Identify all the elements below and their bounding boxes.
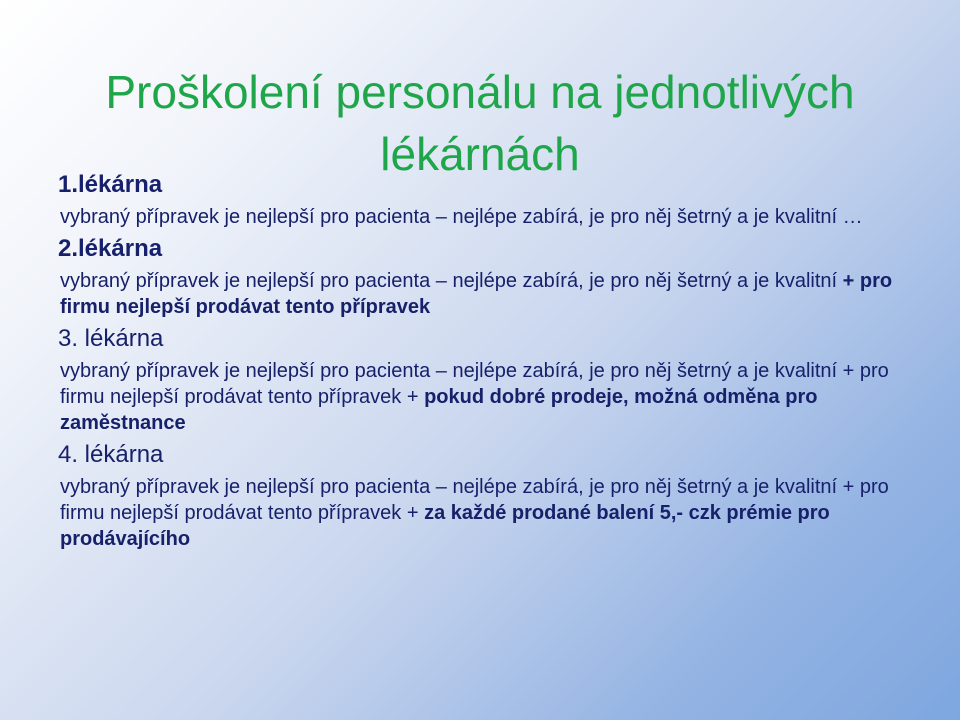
section-text xyxy=(60,204,908,230)
section-text-regular: vybraný přípravek je nejlepší pro pacienta – nejlépe zabírá, je pro něj šetrný a je kvalitní + pro firmu nejlepší prodávat tento přípravek + xyxy=(60,476,889,524)
section-pharmacy-2 xyxy=(58,234,908,320)
section-heading: 1.lékárna xyxy=(58,171,163,198)
slide-title-line-2: lékárnách xyxy=(380,127,580,180)
slide-body xyxy=(58,170,908,556)
section-heading: 4. lékárna xyxy=(58,441,164,468)
section-text xyxy=(60,358,908,436)
section-heading: 2.lékárna xyxy=(58,235,163,262)
section-text-bold: za každé prodané balení 5,- czk prémie pro prodávajícího xyxy=(60,502,830,550)
section-pharmacy-4 xyxy=(58,440,908,552)
section-text-regular: vybraný přípravek je nejlepší pro pacienta – nejlépe zabírá, je pro něj šetrný a je kvalitní + pro firmu nejlepší prodávat tento přípravek + xyxy=(60,360,889,408)
section-pharmacy-3 xyxy=(58,324,908,436)
section-text-regular: vybraný přípravek je nejlepší pro pacienta – nejlépe zabírá, je pro něj šetrný a je kvalitní … xyxy=(60,206,863,228)
section-text-bold: + pro firmu nejlepší prodávat tento přípravek xyxy=(60,270,893,318)
section-pharmacy-1 xyxy=(58,170,908,230)
slide-title xyxy=(40,61,920,185)
section-text-regular: vybraný přípravek je nejlepší pro pacienta – nejlépe zabírá, je pro něj šetrný a je kvalitní xyxy=(60,270,843,292)
section-text xyxy=(60,268,908,320)
slide-title-line-1: Proškolení personálu na jednotlivých xyxy=(105,65,855,118)
section-text xyxy=(60,474,908,552)
section-text-bold: pokud dobré prodeje, možná odměna pro zaměstnance xyxy=(60,386,818,434)
section-heading: 3. lékárna xyxy=(58,325,164,352)
